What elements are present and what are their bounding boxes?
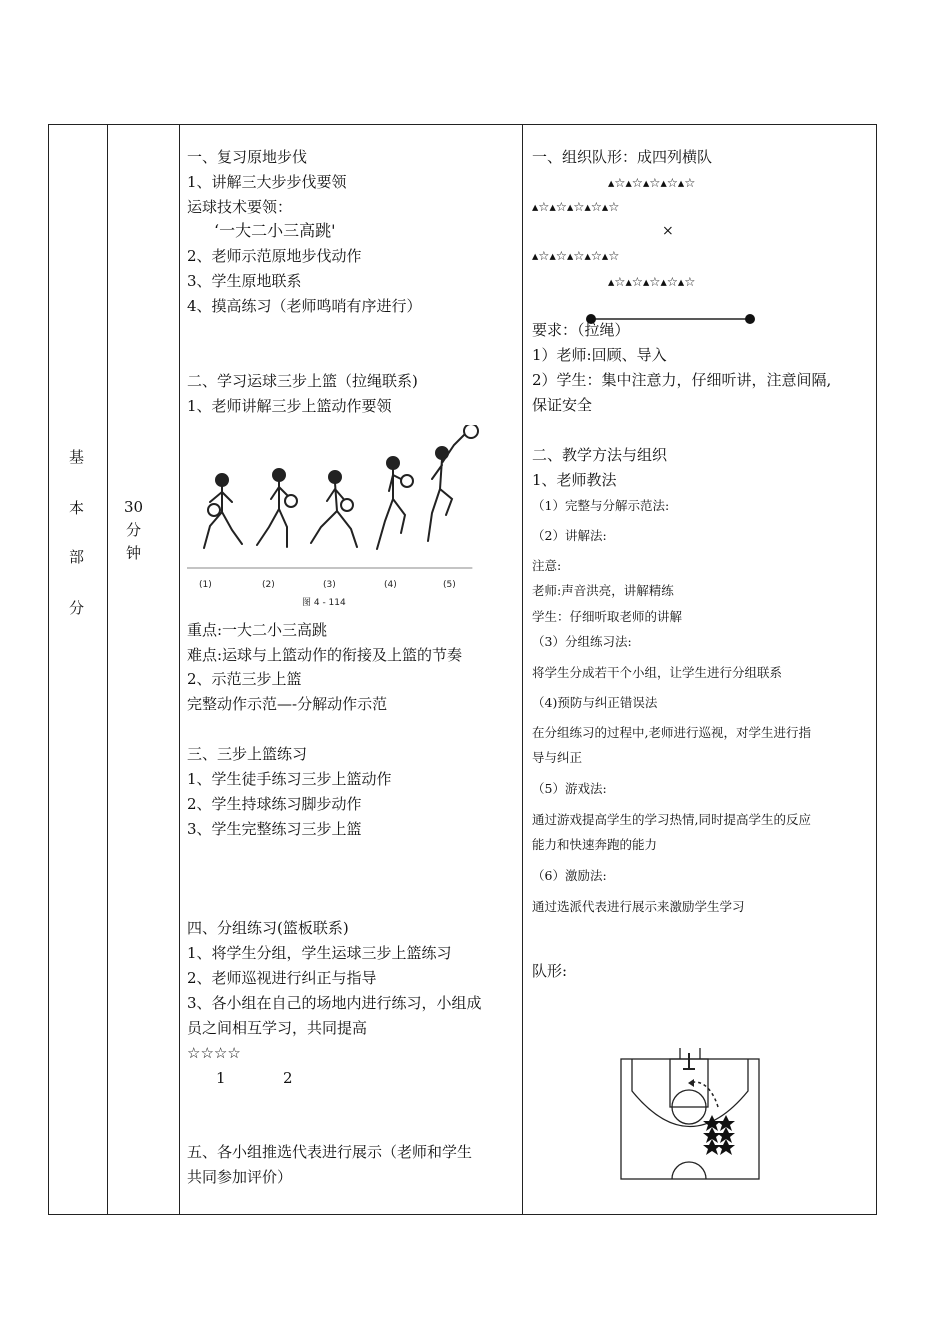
organization-column <box>522 125 877 1214</box>
content-line: 3、学生完整练习三步上篮 <box>187 820 362 838</box>
content-line: 1、学生徒手练习三步上篮动作 <box>187 770 392 788</box>
section-char: 部 <box>69 548 85 566</box>
method-desc: 通过游戏提高学生的学习热情,同时提高学生的反应 <box>532 812 811 827</box>
player-figure <box>311 471 357 547</box>
content-line: 员之间相互学习，共同提高 <box>187 1019 368 1037</box>
group-stars: ☆☆☆☆ <box>187 1044 241 1062</box>
content-line: 共同参加评价） <box>187 1168 293 1186</box>
figure-label: (2) <box>262 580 275 590</box>
note-line: 学生：仔细听取老师的讲解 <box>532 609 683 624</box>
section-heading: 二、学习运球三步上篮（拉绳联系) <box>187 372 418 390</box>
content-line: 4、摸高练习（老师鸣哨有序进行） <box>187 297 422 315</box>
layup-illustration <box>187 425 487 615</box>
section-heading: 三、三步上篮练习 <box>187 745 308 763</box>
content-line: 2、示范三步上篮 <box>187 670 302 688</box>
method-item: （4)预防与纠正错误法 <box>532 695 658 710</box>
method-desc: 在分组练习的过程中,老师进行巡视，对学生进行指 <box>532 725 811 740</box>
section-heading: 五、各小组推选代表进行展示（老师和学生 <box>187 1143 473 1161</box>
section-char: 分 <box>69 599 85 617</box>
section-heading: 一、复习原地步伐 <box>187 148 308 166</box>
requirement-line: 2）学生：集中注意力，仔细听讲，注意间隔, <box>532 371 832 389</box>
content-line: 2、老师巡视进行纠正与指导 <box>187 969 377 987</box>
method-desc: 将学生分成若干个小组，让学生进行分组联系 <box>532 665 783 680</box>
method-item: （5）游戏法: <box>532 781 607 796</box>
content-line: 2、学生持球练习脚步动作 <box>187 795 362 813</box>
note-line: 老师:声音洪亮，讲解精练 <box>532 583 674 598</box>
time-unit: 钟 <box>126 544 142 562</box>
player-figure <box>428 425 478 541</box>
content-column <box>179 125 522 1214</box>
method-item: （2）讲解法: <box>532 528 607 543</box>
content-line: 1、将学生分组，学生运球三步上篮练习 <box>187 944 452 962</box>
section-heading: 一、组织队形：成四列横队 <box>532 148 713 166</box>
figure-label: (4) <box>384 580 397 590</box>
method-desc: 能力和快速奔跑的能力 <box>532 837 658 852</box>
content-line: 完整动作示范—-分解动作示范 <box>187 695 388 713</box>
time-unit: 分 <box>126 521 142 539</box>
time-value: 30 <box>124 498 144 516</box>
formation-row: ▴☆▴☆▴☆▴☆▴☆ <box>608 274 696 289</box>
requirement-heading: 要求：（拉绳） <box>532 321 630 339</box>
content-line: 1、讲解三大步步伐要领 <box>187 173 347 191</box>
player-figure <box>257 469 297 547</box>
content-line: 3、学生原地联系 <box>187 272 302 290</box>
time-column <box>107 125 179 1214</box>
method-desc: 通过选派代表进行展示来激励学生学习 <box>532 899 745 914</box>
method-item: （6）激励法: <box>532 868 607 883</box>
section-char: 本 <box>69 499 85 517</box>
section-column <box>49 125 107 1214</box>
method-item: （3）分组练习法: <box>532 634 632 649</box>
player-figure <box>377 457 413 549</box>
group-stars-icon <box>703 1115 735 1155</box>
player-figure <box>204 474 242 548</box>
key-quote: ‘一大二小三高跳' <box>214 221 336 240</box>
formation-row: ▴☆▴☆▴☆▴☆▴☆ <box>532 199 620 214</box>
content-line: 1、老师讲解三步上篮动作要领 <box>187 397 392 415</box>
method-heading: 1、老师教法 <box>532 471 617 489</box>
section-char: 基 <box>69 448 85 466</box>
content-line: 运球技术要领： <box>187 198 293 216</box>
group-number: 1 <box>216 1069 226 1087</box>
group-number: 2 <box>283 1069 293 1087</box>
figure-label: (5) <box>443 580 456 590</box>
lesson-table <box>48 124 877 1215</box>
method-item: （1）完整与分解示范法: <box>532 498 670 513</box>
figure-label: (1) <box>199 580 212 590</box>
method-desc: 导与纠正 <box>532 750 583 765</box>
formation-row: ▴☆▴☆▴☆▴☆▴☆ <box>608 175 696 190</box>
key-point: 重点:一大二小三高跳 <box>187 621 328 639</box>
formation-label: 队形: <box>532 962 568 980</box>
teacher-marker: × <box>662 223 674 239</box>
half-court-diagram <box>620 1047 760 1182</box>
figure-caption: 图 4 - 114 <box>302 598 346 608</box>
requirement-line: 保证安全 <box>532 396 593 414</box>
content-line: 2、老师示范原地步伐动作 <box>187 247 362 265</box>
section-heading: 二、教学方法与组织 <box>532 446 668 464</box>
content-line: 3、各小组在自己的场地内进行练习，小组成 <box>187 994 482 1012</box>
requirement-line: 1）老师:回顾、导入 <box>532 346 667 364</box>
difficult-point: 难点:运球与上篮动作的衔接及上篮的节奏 <box>187 646 463 664</box>
note-heading: 注意: <box>532 558 562 573</box>
figure-label: (3) <box>323 580 336 590</box>
section-heading: 四、分组练习(篮板联系) <box>187 919 349 937</box>
formation-row: ▴☆▴☆▴☆▴☆▴☆ <box>532 248 620 263</box>
